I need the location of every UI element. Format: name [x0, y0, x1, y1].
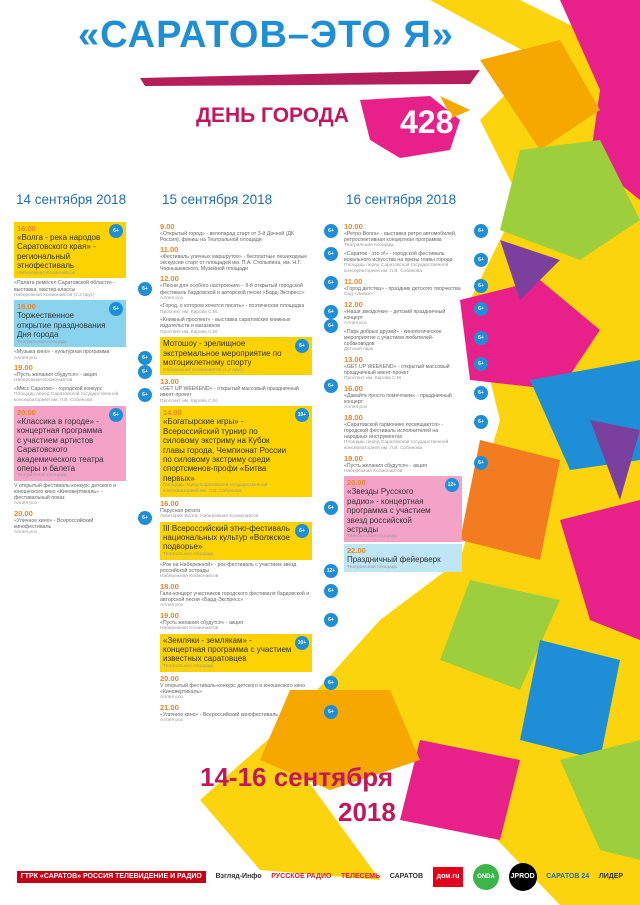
event-time: 18.00 [344, 412, 363, 422]
age-rating-badge: 6+ [474, 386, 488, 400]
event-description: «Мисс Саратов» - городской конкурс [14, 386, 103, 393]
event-time: 22.00 [347, 546, 366, 556]
event-place: Аллея роз [344, 320, 367, 326]
age-rating-badge: 6+ [324, 276, 338, 290]
event-place: Аллея роз [160, 295, 183, 301]
event-place: Аллея роз [14, 501, 37, 507]
age-rating-badge: 12+ [324, 564, 338, 578]
schedule-column [344, 222, 484, 574]
event-time: 11.00 [344, 276, 363, 286]
event-item [160, 337, 312, 375]
age-rating-badge: 6+ [324, 379, 338, 393]
age-rating-badge: 6+ [138, 282, 152, 296]
event-item [14, 483, 126, 507]
event-item [160, 581, 334, 609]
event-item [14, 349, 148, 362]
age-rating-badge: 10+ [295, 636, 309, 650]
event-time: 16.00 [344, 383, 363, 393]
event-time: 20.00 [160, 673, 179, 683]
sponsor-logo: JPROD [509, 863, 537, 891]
event-place: Набережная Космонавтов [160, 625, 219, 631]
event-description: «Классика в городе» - концертная программа с участием артистов Саратовского академического театра оперы и балета [17, 416, 104, 473]
sponsor-logo: Взгляд-Инфо [215, 872, 262, 880]
event-place: Площадь перед Саратовской государственной консерваторией им. Л.В. Собинова [344, 439, 449, 451]
age-rating-badge: 6+ [324, 247, 338, 261]
age-rating-badge: 6+ [295, 524, 309, 538]
event-place: Набережная Космонавтов (1.2 ярус) [163, 367, 244, 373]
event-item [14, 222, 126, 278]
event-item [344, 544, 462, 572]
event-description: «Фестиваль уличных маршрутов» - бесплатные пешеходные экскурсии старт от площадей им. П.А. Столыпина, им. Н.Г. Чернышевского, Музейной площади [160, 254, 308, 273]
event-item [160, 245, 334, 273]
age-rating-badge: 6+ [109, 224, 123, 238]
age-rating-badge: 6+ [138, 388, 152, 402]
age-rating-badge: 6+ [324, 584, 338, 598]
event-item [344, 276, 484, 298]
event-time: 11.00 [160, 245, 179, 255]
age-rating-badge: 6+ [324, 705, 338, 719]
event-description: Парусная регата [160, 507, 201, 514]
event-time: 20.00 [17, 407, 36, 417]
age-rating-badge: 12+ [445, 478, 459, 492]
event-time: 12.00 [160, 274, 179, 284]
event-place: Проспект им. Кирова С.М. [160, 398, 219, 404]
event-description: «Парк добрых друзей» - кинологическое мероприятие с участием любителей-собаководов [344, 328, 442, 347]
sponsor-logo: САРАТОВ [389, 872, 424, 880]
festival-dates: 14-16 сентября [200, 762, 394, 792]
schedule-column [14, 222, 148, 538]
event-item [344, 453, 484, 475]
event-place: Детский парк [344, 346, 374, 352]
age-rating-badge: 6+ [474, 331, 488, 345]
event-item [14, 300, 126, 347]
sponsor-logo: РУССКОЕ РАДИО [271, 872, 332, 880]
event-item [160, 222, 334, 244]
sponsor-logo: ГТРК «САРАТОВ» РОССИЯ ТЕЛЕВИДЕНИЕ И РАДИО [17, 871, 206, 883]
event-place: Аллея роз [14, 530, 37, 536]
event-item [344, 299, 484, 327]
event-time: 19.00 [160, 610, 179, 620]
event-time: 18.00 [17, 302, 36, 312]
event-item [160, 610, 334, 632]
age-rating-badge: 6+ [138, 351, 152, 365]
age-rating-badge: 6+ [138, 365, 152, 379]
event-item [160, 406, 312, 496]
event-place: Проспект им. Кирова С.М. [160, 309, 219, 315]
event-place: Аллея роз [160, 694, 183, 700]
event-description: «Волга - река народов Саратовского края» - региональный этнофестиваль [17, 233, 101, 271]
event-place: Аллея роз [14, 355, 37, 361]
event-description: Праздничный фейерверк [347, 555, 441, 565]
event-description: «Палата ремёсел Саратовской области» - выставка, мастер-классы [14, 280, 116, 293]
event-description: «Наши звездочки» - детский праздничный концерт [344, 308, 446, 321]
event-place: Набережная Космонавтов [344, 468, 403, 474]
day-heading: 16 сентября 2018 [346, 192, 457, 207]
event-item [160, 702, 334, 724]
event-place: Акватория Волги, Набережная Космонавтов [160, 513, 259, 519]
age-rating-badge: 6+ [324, 613, 338, 627]
schedule-column [160, 222, 336, 725]
event-item [14, 406, 126, 481]
event-time: 9.00 [160, 222, 175, 231]
event-description: «Уличное кино» - Всероссийский кинофестиваль [160, 711, 278, 718]
event-item [160, 317, 334, 335]
event-description: «Пусть желания сбудутся» - акция [14, 372, 97, 379]
event-item [160, 377, 334, 404]
event-time: 20.00 [14, 509, 33, 519]
anniversary-number: 428 [400, 104, 454, 140]
age-rating-badge: 6+ [474, 456, 488, 470]
event-item [14, 280, 148, 298]
event-place: Проспект им. Кирова С.М. [160, 329, 219, 335]
event-item [344, 383, 484, 411]
event-description: III Всероссийский этно-фестиваль национальных культур «Волжское подворье» [163, 523, 290, 552]
sponsor-logo: ТЕЛЕСЕМЬ [341, 872, 381, 880]
sponsor-logo: САРАТОВ 24 [546, 872, 590, 880]
age-rating-badge: 6+ [324, 676, 338, 690]
event-item [344, 222, 484, 249]
event-place: Аллея роз [160, 717, 183, 723]
event-time: 16.00 [17, 224, 36, 233]
event-place: Театральная площадь [347, 534, 397, 540]
event-time: 10.00 [344, 222, 363, 231]
event-description: Торжественное открытие празднования Дня города [17, 311, 106, 340]
age-rating-badge: 6+ [474, 224, 488, 238]
sponsor-logo: дом.ru [433, 867, 464, 887]
poster-subtitle: ДЕНЬ ГОРОДА [196, 104, 349, 127]
event-item [14, 386, 148, 404]
event-place: Набережная Космонавтов [160, 573, 219, 579]
event-time: 19.00 [14, 363, 33, 373]
event-place: Проспект им. Кирова С.М. [344, 375, 403, 381]
age-rating-badge: 6+ [324, 224, 338, 238]
event-description: V открытый фестиваль-конкурс детского и юношеского кино «Киновертикаль» - фестивальный показ [14, 483, 117, 502]
event-place: Театральная площадь [17, 339, 67, 345]
event-item [160, 498, 334, 520]
sponsor-logo: ONDA [473, 864, 499, 890]
event-time: 20.00 [347, 478, 366, 488]
event-place: Сад «Липки» [344, 291, 373, 297]
event-time: 21.00 [160, 702, 179, 712]
age-rating-badge: 6+ [109, 302, 123, 316]
event-description: «Богатырские игры» - Всероссийский турнир по силовому экстриму на Кубок главы города, Чемпионат России по силовому экстриму среди спортсменов-профи «Битва первых» [163, 417, 287, 483]
event-item [160, 522, 312, 560]
event-place: Аллея роз [160, 602, 183, 608]
age-rating-badge: 10+ [295, 408, 309, 422]
poster-title: «САРАТОВ–ЭТО Я» [78, 14, 454, 56]
event-description: «Уличное кино» - Всероссийский кинофестиваль [14, 518, 94, 531]
age-rating-badge: 6+ [295, 339, 309, 353]
event-description: «Город, о котором хочется писать» - поэтическая площадка [160, 303, 305, 310]
age-rating-badge: 6+ [324, 319, 338, 333]
age-rating-badge: 6+ [474, 357, 488, 371]
event-description: V открытый фестиваль-конкурс детского и юношеского кино «Киновертикаль» [160, 682, 306, 695]
event-description: «Открытый город» - велопарад старт от 3-й Дачной (ДК Россия), финиш на Театральной площади [160, 231, 295, 244]
event-description: «Песни для особого настроения» - II-й открытый городской фестиваль бардовской и авторской песни «Бард-Экспресс» [160, 283, 305, 296]
event-time: 13.00 [160, 377, 179, 387]
event-place: Набережная Космонавтов (2.3 ярус) [14, 292, 95, 298]
event-description: «Ретро-Волга» - выставка ретро автомобилей, ретроспективная концертная программа [344, 231, 457, 244]
age-rating-badge: 6+ [474, 415, 488, 429]
age-rating-badge: 6+ [474, 279, 488, 293]
event-item [344, 328, 484, 353]
event-time: 14.00 [163, 408, 182, 418]
event-place: Театральная площадь [163, 663, 213, 669]
event-place: Театральная площадь [17, 473, 67, 479]
event-item [160, 561, 336, 580]
event-description: «Пусть желания сбудутся» - акция [344, 462, 427, 469]
event-description: «Саратов - это я!» - городской фестиваль вокального искусства на призы главы города [344, 250, 453, 264]
age-rating-badge: 6+ [474, 302, 488, 316]
event-place: Аллея роз [344, 404, 367, 410]
festival-year: 2018 [338, 797, 396, 827]
event-description: «Рок на Набережной» - рок-фестиваль с участием звезд российской эстрады [160, 561, 297, 574]
event-description: «Звезды Русского радио» - концертная программа с участием звезд российской эстрады [347, 487, 431, 535]
event-item [160, 634, 312, 672]
age-rating-badge: 6+ [109, 408, 123, 422]
event-item [14, 509, 148, 536]
sponsor-logo: ЛИДЕР [598, 872, 624, 880]
event-time: 19.00 [344, 453, 363, 463]
event-description: «GET UP WEEKEND» - открытый массовый праздничный ивент-проект [344, 363, 450, 376]
age-rating-badge: 6+ [324, 501, 338, 515]
event-place: Театральная площадь [347, 564, 397, 570]
day-heading: 14 сентября 2018 [16, 192, 127, 207]
event-item [344, 354, 484, 382]
event-time: 12.00 [344, 299, 363, 309]
event-item [160, 303, 334, 316]
event-description: «Саратовской гармонике посвящается» - городской фестиваль исполнителей на народных инструментах [344, 421, 444, 440]
event-description: «Музыка кино» - культурная программа [14, 349, 110, 356]
event-description: «Пусть желания сбудутся» - акция [160, 619, 243, 626]
event-item [160, 274, 334, 301]
event-description: Гала-концерт участников городского фестиваля бардовской и авторской песни «Бард-Экспресс» [160, 590, 310, 603]
event-description: «Город детства» - праздник детского творчества [344, 285, 461, 292]
sponsor-bar [0, 848, 640, 905]
age-rating-badge: 6+ [138, 511, 152, 525]
event-item [160, 673, 334, 701]
event-place: Театральная площадь [163, 551, 213, 557]
event-item [344, 476, 462, 542]
age-rating-badge: 6+ [474, 253, 488, 267]
event-time: 13.00 [344, 354, 363, 364]
event-item [344, 412, 484, 452]
age-rating-badge: 6+ [324, 305, 338, 319]
event-place: Театральная площадь [344, 243, 394, 249]
event-description: «Земляки - землякам» - концертная программа с участием известных саратовцев [163, 635, 292, 664]
event-item [14, 363, 148, 384]
event-time: 16.00 [160, 498, 179, 508]
event-description: «Давайте просто помечтаем» - праздничный концерт [344, 392, 452, 405]
event-place: Площадь перед Саратовской государственной консерваторией им. Л.В. Собинова [344, 263, 449, 274]
event-description: «GET UP WEEKEND» - открытый массовый праздничный ивент-проект [160, 386, 299, 399]
event-item [344, 250, 484, 275]
event-place: Набережная Космонавтов [17, 270, 76, 276]
event-place: Набережная Космонавтов [14, 378, 73, 384]
event-place: Площадь перед Саратовской государственной консерваторией им. Л.В. Собинова [14, 392, 119, 404]
event-description: Мотошоу - зрелищное экстремальное мероприятие по мотоциклетному спорту [163, 339, 282, 368]
event-time: 18.00 [160, 581, 179, 591]
day-heading: 15 сентября 2018 [162, 192, 273, 207]
event-place: Площадь перед Саратовской государственной консерваторией им. Л.В. Собинова [163, 483, 268, 494]
event-description: «Книжный проспект» - выставка саратовских книжных издательств и магазинов [160, 317, 291, 330]
